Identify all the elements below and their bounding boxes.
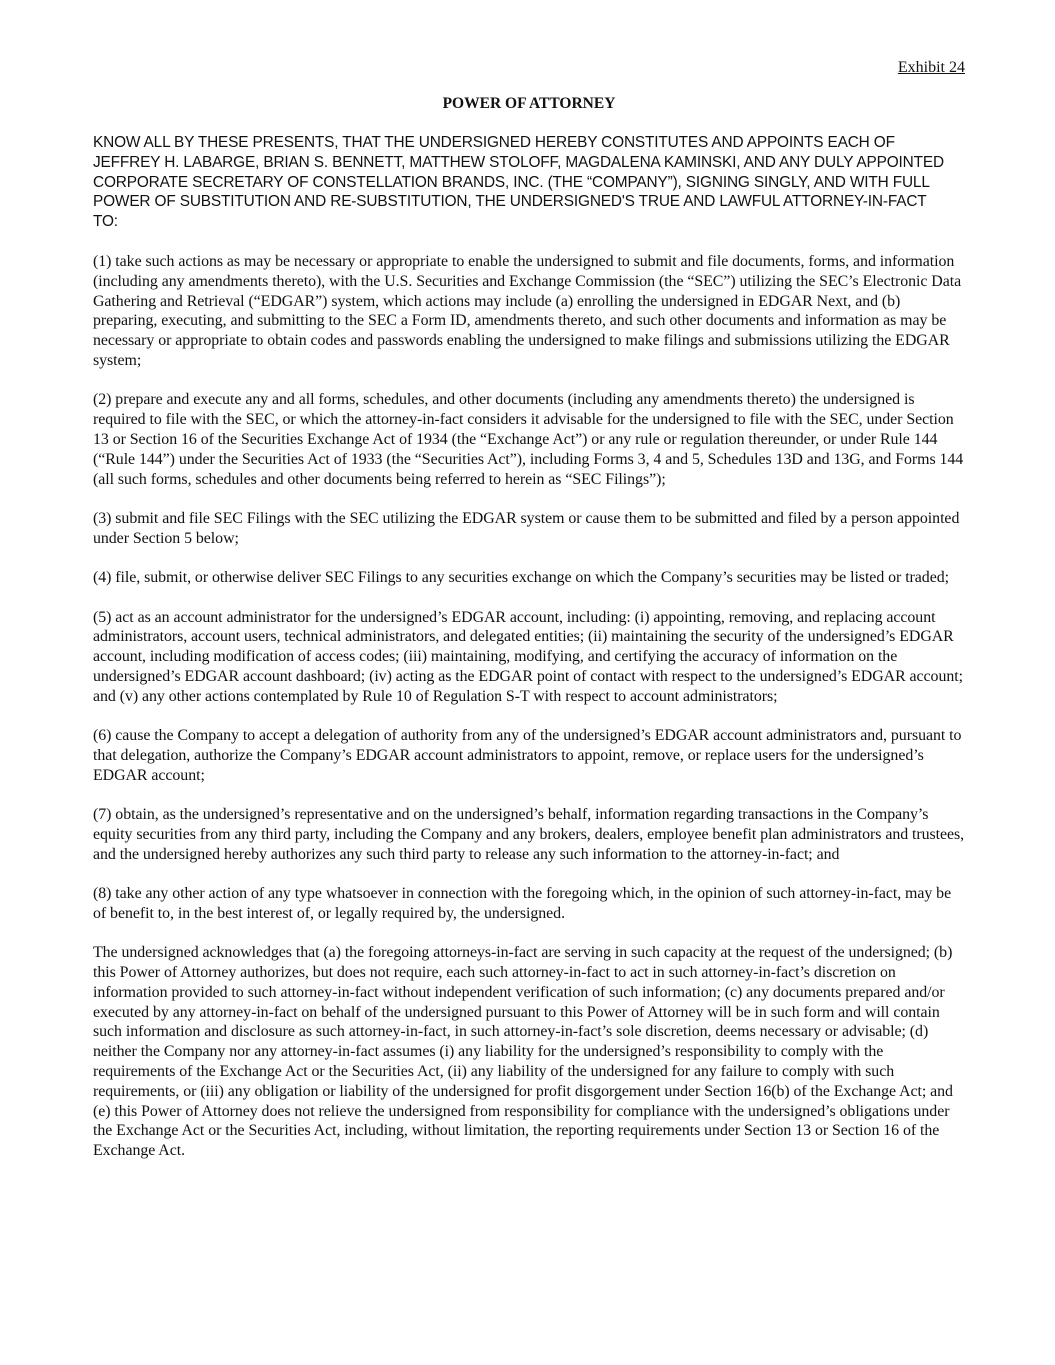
clause-7: (7) obtain, as the undersigned’s representative and on the undersigned’s behalf, information regarding transactions in the Company’s equity securities from any third party, including the Company and any brokers, dealers, employee benefit plan administrators and trustees, and the undersigned hereby authorizes any such third party to release any such information to the attorney-in-fact; and <box>93 806 965 863</box>
clause-4: (4) file, submit, or otherwise deliver SEC Filings to any securities exchange on which the Company’s securities may be listed or traded; <box>93 569 949 587</box>
clause-6: (6) cause the Company to accept a delegation of authority from any of the undersigned’s EDGAR account administrators and, pursuant to that delegation, authorize the Company’s EDGAR account administrators to appoint, remove, or replace users for the undersigned’s EDGAR account; <box>93 727 962 784</box>
intro-paragraph: KNOW ALL BY THESE PRESENTS, THAT THE UNDERSIGNED HEREBY CONSTITUTES AND APPOINTS EACH OF JEFFREY H. LABARGE, BRIAN S. BENNETT, MATTHEW STOLOFF, MAGDALENA KAMINSKI, AND ANY DULY APPOINTED CORPORATE SECRETARY OF CONSTELLATION BRANDS, INC. (THE “COMPANY”), SIGNING SINGLY, AND WITH FULL POWER OF SUBSTITUTION AND RE-SUBSTITUTION, THE UNDERSIGNED'S TRUE AND LAWFUL ATTORNEY-IN-FACT TO: <box>93 134 944 231</box>
clause-5: (5) act as an account administrator for the undersigned’s EDGAR account, including: (i) appointing, removing, and replacing account administrators, account users, technical administrators, and delegated entities; (ii) maintaining the security of the undersigned’s EDGAR account, including modification of access codes; (iii) maintaining, modifying, and certifying the accuracy of information on the undersigned’s EDGAR account dashboard; (iv) acting as the EDGAR point of contact with respect to the undersigned’s EDGAR account; and (v) any other actions contemplated by Rule 10 of Regulation S-T with respect to account administrators; <box>93 608 963 705</box>
document-title: POWER OF ATTORNEY <box>442 95 616 112</box>
exhibit-label: Exhibit 24 <box>897 59 965 76</box>
clause-2: (2) prepare and execute any and all forms, schedules, and other documents (including any amendments thereto) the undersigned is required to file with the SEC, or which the attorney-in-fact considers it advisable for the undersigned to file with the SEC, under Section 13 or Section 16 of the Securities Exchange Act of 1934 (the “Exchange Act”) or any rule or regulation thereunder, or under Rule 144 (“Rule 144”) under the Securities Act of 1933 (the “Securities Act”), including Forms 3, 4 and 5, Schedules 13D and 13G, and Forms 144 (all such forms, schedules and other documents being referred to herein as “SEC Filings”); <box>93 391 964 488</box>
acknowledgment-paragraph: The undersigned acknowledges that (a) the foregoing attorneys-in-fact are serving in such capacity at the request of the undersigned; (b) this Power of Attorney authorizes, but does not require, each such attorney-in-fact to act in such attorney-in-fact’s discretion on information provided to such attorney-in-fact without independent verification of such information; (c) any documents prepared and/or executed by any attorney-in-fact on behalf of the undersigned pursuant to this Power of Attorney will be in such form and will contain such information and disclosure as such attorney-in-fact, in such attorney-in-fact’s sole discretion, deems necessary or advisable; (d) neither the Company nor any attorney-in-fact assumes (i) any liability for the undersigned’s responsibility to comply with the requirements of the Exchange Act or the Securities Act, (ii) any liability of the undersigned for any failure to comply with such requirements, or (iii) any obligation or liability of the undersigned for profit disgorgement under Section 16(b) of the Exchange Act; and (e) this Power of Attorney does not relieve the undersigned from responsibility for compliance with the undersigned’s obligations under the Exchange Act or the Securities Act, including, without limitation, the reporting requirements under Section 13 or Section 16 of the Exchange Act. <box>93 944 953 1160</box>
clause-1: (1) take such actions as may be necessary or appropriate to enable the undersigned to submit and file documents, forms, and information (including any amendments thereto), with the U.S. Securities and Exchange Commission (the “SEC”) utilizing the SEC’s Electronic Data Gathering and Retrieval (“EDGAR”) system, which actions may include (a) enrolling the undersigned in EDGAR Next, and (b) preparing, executing, and submitting to the SEC a Form ID, amendments thereto, and such other documents and information as may be necessary or appropriate to obtain codes and passwords enabling the undersigned to make filings and submissions utilizing the EDGAR system; <box>93 252 962 369</box>
document-body <box>93 133 965 1181</box>
clause-3: (3) submit and file SEC Filings with the SEC utilizing the EDGAR system or cause them to be submitted and filed by a person appointed under Section 5 below; <box>93 509 960 547</box>
clause-8: (8) take any other action of any type whatsoever in connection with the foregoing which, in the opinion of such attorney-in-fact, may be of benefit to, in the best interest of, or legally required by, the undersigned. <box>93 885 952 922</box>
